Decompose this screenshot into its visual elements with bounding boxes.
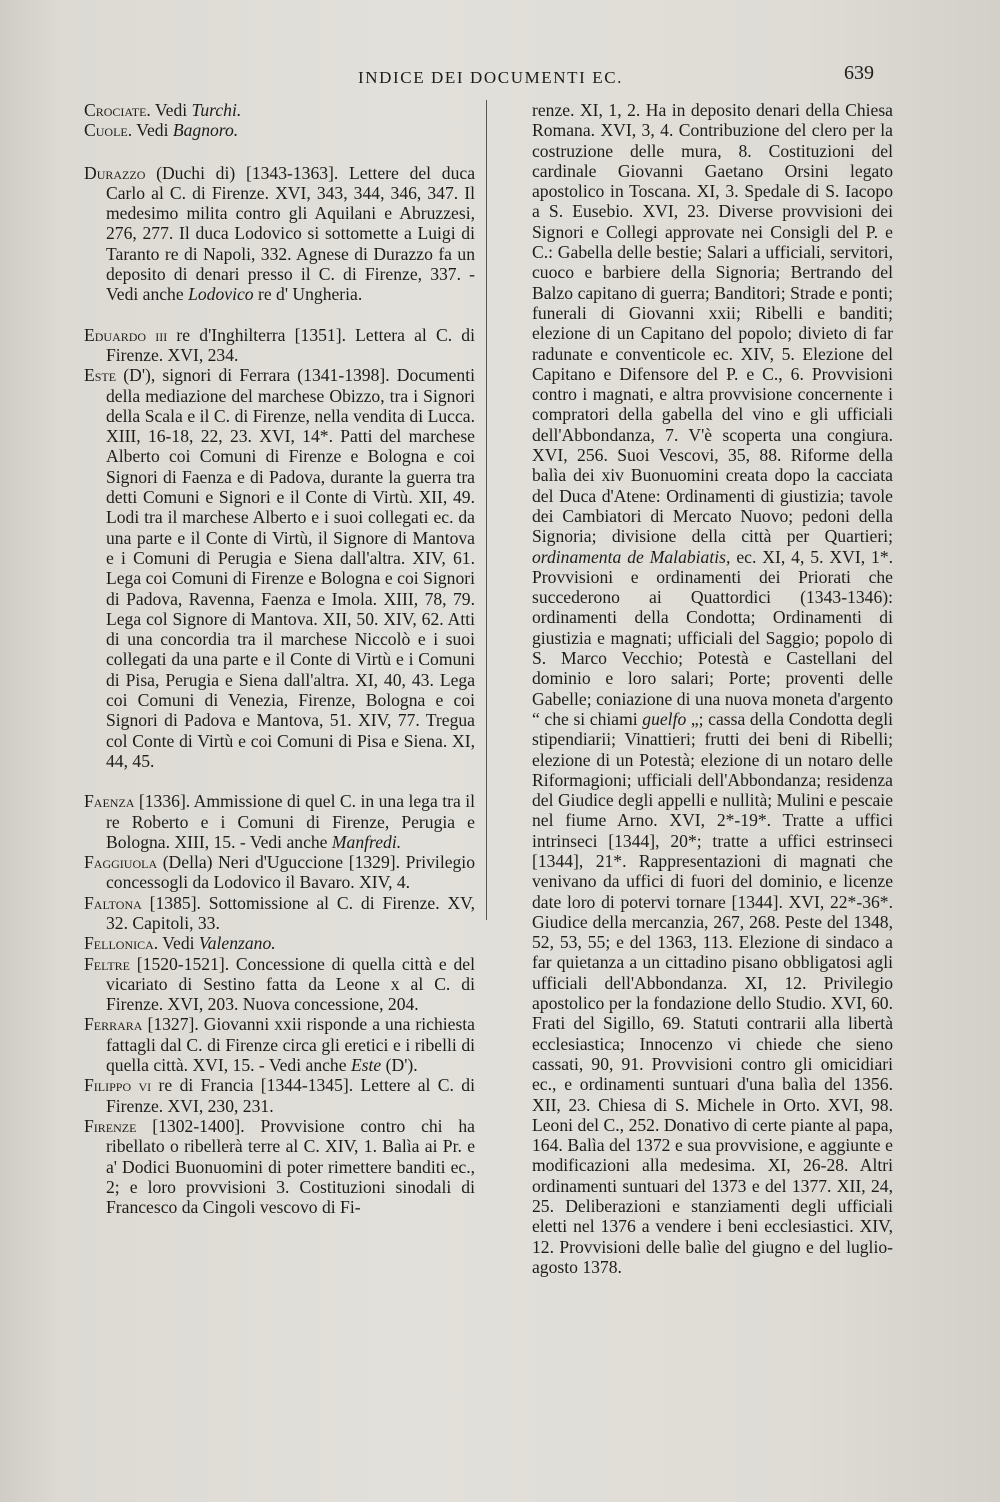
index-entry-ferrara	[84, 1014, 475, 1075]
column-divider	[486, 100, 487, 920]
entry-text: [1336]. Ammissione di quel C. in una lega tra il re Roberto e i Comuni di Firenze, Perugia e Bologna. XIII, 15. - Vedi anche	[106, 791, 475, 852]
entry-text: . Vedi	[146, 100, 192, 120]
entry-head: Faggiuola	[84, 852, 158, 873]
entry-head: Feltre	[84, 953, 131, 974]
entry-tail: re d' Ungheria.	[253, 284, 363, 305]
page-number: 639	[844, 62, 874, 84]
entry-text: re d'Inghilterra [1351]. Lettera al C. di Firenze. XVI, 234.	[106, 324, 475, 365]
entry-head: Ferrara	[84, 1014, 143, 1035]
entry-text: [1385]. Sottomissione al C. di Firenze. XV, 32. Capitoli, 33.	[106, 892, 475, 933]
entry-ref: Este	[350, 1055, 382, 1076]
continuation-text: renze. XI, 1, 2. Ha in deposito denari della Chiesa Romana. XVI, 3, 4. Contribuzione del clero per la costruzione delle mura, 8. Costituzioni del cardinale Giovanni Gaetano Orsini legato apostolico in Toscana. XI, 3. Spedale di S. Iacopo a S. Eusebio. XVI, 23. Diverse provvisioni dei Signori e Collegi approvate nei Consigli del P. e C.: Gabella delle bestie; Salari a ufficiali, servitori, cuoco e barbiere della Signoria; Bertrando del Balzo capitano di guerra; Banditori; Strade e ponti; funerali di Giovanni xxii; Ribelli e banditi; elezione di un Capitano del popolo; divieto di far radunate e conventicole ec. XIV, 5. Elezione del Capitano e Difensore del P. e C., 6. Provvisioni contro i magnati, e altra provvisione concernente i compratori della gabella del vino e gli ufficiali dell'Abbondanza, 7. V'è scoperta una congiura. XVI, 256. Suoi Vescovi, 35, 88. Riforme della balìa dei xiv Buonuomini creata dopo la cacciata del Duca d'Atene: Ordinamenti di giustizia; tavole dei Cambiatori di Mercato Nuovo; pedoni della Signoria; divisione della città per Quartieri;	[532, 100, 893, 547]
entry-ref: Valenzano.	[198, 933, 276, 954]
index-entry-faenza	[84, 791, 475, 852]
index-entry-durazzo	[84, 163, 475, 305]
index-entry-crociate	[84, 100, 475, 120]
entry-text: [1302-1400]. Provvisione contro chi ha ribellato o ribellerà terre al C. XIV, 1. Balìa ai Pr. e a' Dodici Buonuomini di poter rimettere banditi ec., 2; e loro provvisioni 3. Costituzioni sinodali di Francesco da Cingoli vescovo di Fi-	[106, 1115, 475, 1218]
entry-head: Este	[84, 365, 117, 386]
entry-head: Faenza	[84, 791, 135, 812]
entry-head: Filippo vi	[84, 1075, 152, 1096]
entry-text: re di Francia [1344-1345]. Lettere al C. di Firenze. XVI, 230, 231.	[106, 1075, 475, 1116]
right-column	[532, 100, 893, 1277]
index-entry-fellonica	[84, 933, 475, 953]
running-header: INDICE DEI DOCUMENTI EC.	[358, 68, 624, 87]
left-column	[84, 100, 475, 1217]
index-entry-faltona	[84, 893, 475, 934]
entry-text: (Duchi di) [1343-1363]. Lettere del duca Carlo al C. di Firenze. XVI, 343, 344, 346, 347. Il medesimo milita contro gli Aquilani e Abruzzesi, 276, 277. Il duca Lodovico si sottomette a Luigi di Taranto re di Napoli, 332. Agnese di Durazzo fa un deposito di denari presso il C. di Firenze, 337. - Vedi anche	[106, 162, 475, 305]
entry-head: Crociate	[84, 100, 147, 120]
entry-text: (Della) Neri d'Uguccione [1329]. Privilegio concessogli da Lodovico il Bavaro. XIV, 4.	[106, 852, 475, 893]
index-entry-faggiuola	[84, 852, 475, 893]
entry-text: . Vedi	[127, 120, 173, 141]
firenze-continuation	[532, 100, 893, 1277]
entry-head: Faltona	[84, 892, 142, 913]
entry-head: Eduardo iii	[84, 324, 168, 345]
index-entry-este	[84, 365, 475, 771]
entry-head: Fellonica	[84, 933, 154, 954]
entry-ref: Bagnoro.	[172, 120, 239, 141]
entry-text: [1327]. Giovanni xxii risponde a una richiesta fattagli dal C. di Firenze circa gli eretici e i ribelli di quella città. XVI, 15. - Vedi anche	[106, 1014, 475, 1076]
index-entry-cuole	[84, 120, 475, 140]
italic-phrase: ordinamenta de Malabiatis,	[532, 546, 731, 567]
entry-text: . Vedi	[153, 933, 199, 954]
entry-text: [1520-1521]. Concessione di quella città e del vicariato di Sestino fatta da Leone x al C. di Firenze. XVI, 203. Nuova concessione, 204.	[106, 953, 475, 1015]
italic-phrase: guelfo	[642, 708, 687, 729]
index-entry-eduardo	[84, 325, 475, 366]
continuation-text: ec. XI, 4, 5. XVI, 1*. Provvisioni e ordinamenti dei Priorati che succederono ai Quattordici (1343-1346): ordinamenti della Condotta; Ordinamenti di giustizia e magnati; ufficiali del Saggio; popolo di S. Marco Vecchio; Potestà e Castellani del dominio e loro salari; Porte; proventi delle Gabelle; coniazione di una nuova moneta d'argento “ che si chiami	[532, 546, 894, 729]
entry-head: Cuole	[84, 120, 128, 141]
entry-ref: Turchi.	[191, 100, 242, 120]
entry-ref: Lodovico	[188, 284, 254, 305]
entry-text: (D'), signori di Ferrara (1341-1398]. Documenti della mediazione del marchese Obizzo, tra i Signori della Scala e il C. di Firenze, nella vendita di Lucca. XIII, 16-18, 22, 23. XVI, 14*. Patti del marchese Alberto coi Comuni di Firenze e Bologna e coi Signori di Faenza e di Padova, durante la guerra tra detti Comuni e Signori e il Conte di Virtù. XII, 49. Lodi tra il marchese Alberto e i suoi collegati ec. da una parte e il Conte di Virtù, il Signore di Mantova e i Comuni di Perugia e Siena dall'altra. XIV, 61. Lega coi Comuni di Firenze e Bologna e coi Signori di Padova, Ravenna, Faenza e Imola. XIII, 78, 79. Lega col Signore di Mantova. XII, 50. XIV, 62. Atti di una concordia tra il marchese Niccolò e i suoi collegati da una parte e il Conte di Virtù e i Comuni di Pisa, Perugia e Siena dall'altra. XI, 40, 43. Lega coi Comuni di Venezia, Firenze, Bologna e coi Signori di Padova e Mantova, 51. XIV, 77. Tregua col Conte di Virtù e coi Comuni di Pisa e Siena. XI, 44, 45.	[106, 365, 475, 771]
entry-tail: (D').	[381, 1055, 418, 1076]
entry-head: Firenze	[84, 1115, 137, 1136]
continuation-text: „; cassa della Condotta degli stipendiarii; Vinattieri; frutti dei beni di Ribelli; elezione di un Potestà; elezione di un notaro delle Riformagioni; ufficiali dell'Abbondanza; residenza del Giudice degli appelli e nullità; Mulini e pescaie nel fiume Arno. XVI, 2*-19*. Tratte a uffici intrinseci [1344], 20*; tratte a uffici estrinseci [1344], 21*. Rappresentazioni di magnati che venivano da uffici di fuori del dominio, e licenze date loro di potervi tornare [1344]. XVI, 22*-36*. Giudice della mercanzia, 267, 268. Peste del 1348, 52, 53, 55; e del 1363, 113. Elezione di sindaco a far quietanza a un cittadino pisano obbligatosi agli ufficiali dell'Abbondanza. XI, 12. Privilegio apostolico per la fondazione dello Studio. XVI, 60. Frati del Sigillo, 69. Statuti contrarii alla libertà ecclesiastica; Innocenzo vi chiede che sieno cassati, 90, 91. Provvisioni contro gli omicidiari ec., e ordinamenti suntuari d'una balìa del 1356. XII, 23. Chiesa di S. Michele in Orto. XVI, 98. Leoni del C., 252. Donativo di certe piante al papa, 164. Balìa del 1372 e sua provvisione, e aggiunte e modificazioni alla medesima. XI, 26-28. Altri ordinamenti suntuari del 1373 e del 1377. XII, 24, 25. Deliberazioni e stanziamenti degli ufficiali eletti nel 1376 a vendere i beni ecclesiastici. XIV, 12. Provvisioni delle balìe del giugno e del luglio-agosto 1378.	[532, 708, 894, 1277]
index-entry-filippo	[84, 1075, 475, 1116]
index-entry-feltre	[84, 954, 475, 1015]
entry-ref: Manfredi.	[331, 831, 402, 852]
index-entry-firenze	[84, 1116, 475, 1217]
entry-head: Durazzo	[84, 162, 146, 183]
